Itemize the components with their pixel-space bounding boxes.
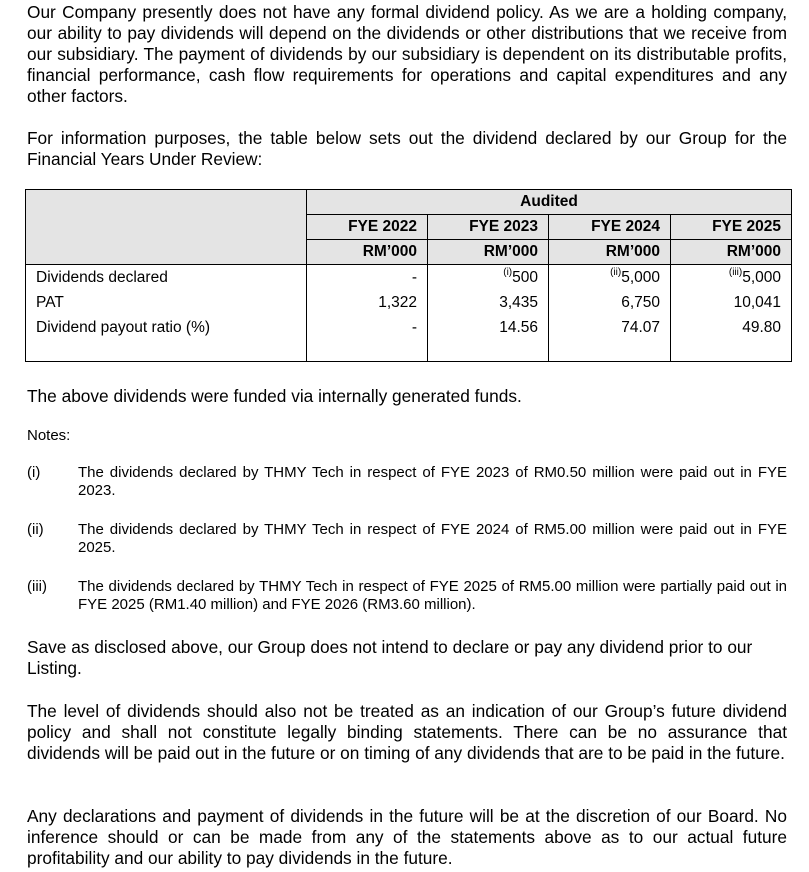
table-cell	[549, 265, 671, 291]
year-header: FYE 2024	[549, 215, 671, 240]
cell-value: 500	[512, 268, 538, 286]
footnote-ref: (iii)	[728, 266, 743, 278]
table-spacer-cell	[549, 340, 671, 362]
table-cell	[671, 315, 792, 340]
cell-value: 3,435	[499, 293, 538, 311]
listing-paragraph: Save as disclosed above, our Group does not intend to declare or pay any dividend prior to our Listing.	[27, 637, 753, 678]
cell-value: 10,041	[733, 293, 781, 311]
table-cell	[549, 315, 671, 340]
audited-header: Audited	[307, 190, 792, 215]
note-text: The dividends declared by THMY Tech in respect of FYE 2025 of RM5.00 million were partially paid out in FYE 2025 (RM1.40 million) and FYE 2026 (RM3.60 million).	[78, 578, 787, 613]
note-text: The dividends declared by THMY Tech in respect of FYE 2023 of RM0.50 million were paid out in FYE 2023.	[78, 464, 787, 499]
table-row	[26, 290, 792, 315]
cell-value: -	[411, 268, 417, 286]
note-text: The dividends declared by THMY Tech in respect of FYE 2024 of RM5.00 million were paid out in FYE 2025.	[78, 521, 787, 556]
unit-header: RM’000	[671, 240, 792, 265]
future-dividend-paragraph: The level of dividends should also not be treated as an indication of our Group’s future dividend policy and shall not constitute legally binding statements. There can be no assurance that dividends will be paid out in the future or on timing of any dividends that are to be paid in the future.	[27, 701, 787, 763]
row-label: PAT	[26, 290, 307, 315]
table-intro-paragraph: For information purposes, the table below sets out the dividend declared by our Group for the Financial Years Under Review:	[27, 128, 787, 169]
year-header: FYE 2022	[307, 215, 428, 240]
footnote-ref: (i)	[503, 266, 513, 278]
year-header: FYE 2025	[671, 215, 792, 240]
year-header: FYE 2023	[428, 215, 549, 240]
note-number: (ii)	[27, 521, 44, 538]
cell-value: 74.07	[621, 318, 660, 336]
table-cell	[307, 265, 428, 291]
row-label: Dividend payout ratio (%)	[26, 315, 307, 340]
cell-value: 6,750	[621, 293, 660, 311]
table-cell	[428, 265, 549, 291]
note-number: (iii)	[27, 578, 47, 595]
unit-header: RM’000	[307, 240, 428, 265]
header-blank-cell	[26, 190, 307, 265]
table-spacer-cell	[26, 340, 307, 362]
board-discretion-paragraph: Any declarations and payment of dividends in the future will be at the discretion of our Board. No inference should or can be made from any of the statements above as to our actual future profitability and our ability to pay dividends in the future.	[27, 806, 787, 868]
table-row	[26, 315, 792, 340]
table-cell	[671, 265, 792, 291]
cell-value: 1,322	[378, 293, 417, 311]
table-cell	[671, 290, 792, 315]
unit-header: RM’000	[549, 240, 671, 265]
notes-label: Notes:	[27, 427, 71, 444]
table-spacer-cell	[671, 340, 792, 362]
policy-paragraph: Our Company presently does not have any formal dividend policy. As we are a holding company, our ability to pay dividends will depend on the dividends or other distributions that we receive from our subsidiary. The payment of dividends by our subsidiary is dependent on its distributable profits, financial performance, cash flow requirements for operations and capital expenditures and any other factors.	[27, 2, 787, 106]
table-cell	[307, 315, 428, 340]
table-cell	[428, 315, 549, 340]
cell-value: 49.80	[742, 318, 781, 336]
table-spacer-cell	[428, 340, 549, 362]
dividend-table	[25, 189, 792, 362]
table-cell	[549, 290, 671, 315]
table-row	[26, 265, 792, 291]
cell-value: -	[411, 318, 417, 336]
cell-value: 5,000	[621, 268, 660, 286]
table-spacer-cell	[307, 340, 428, 362]
cell-value: 14.56	[499, 318, 538, 336]
note-number: (i)	[27, 464, 41, 481]
footnote-ref: (ii)	[610, 266, 622, 278]
funding-paragraph: The above dividends were funded via internally generated funds.	[27, 386, 522, 406]
table-cell	[307, 290, 428, 315]
row-label: Dividends declared	[26, 265, 307, 291]
unit-header: RM’000	[428, 240, 549, 265]
table-cell	[428, 290, 549, 315]
cell-value: 5,000	[742, 268, 781, 286]
